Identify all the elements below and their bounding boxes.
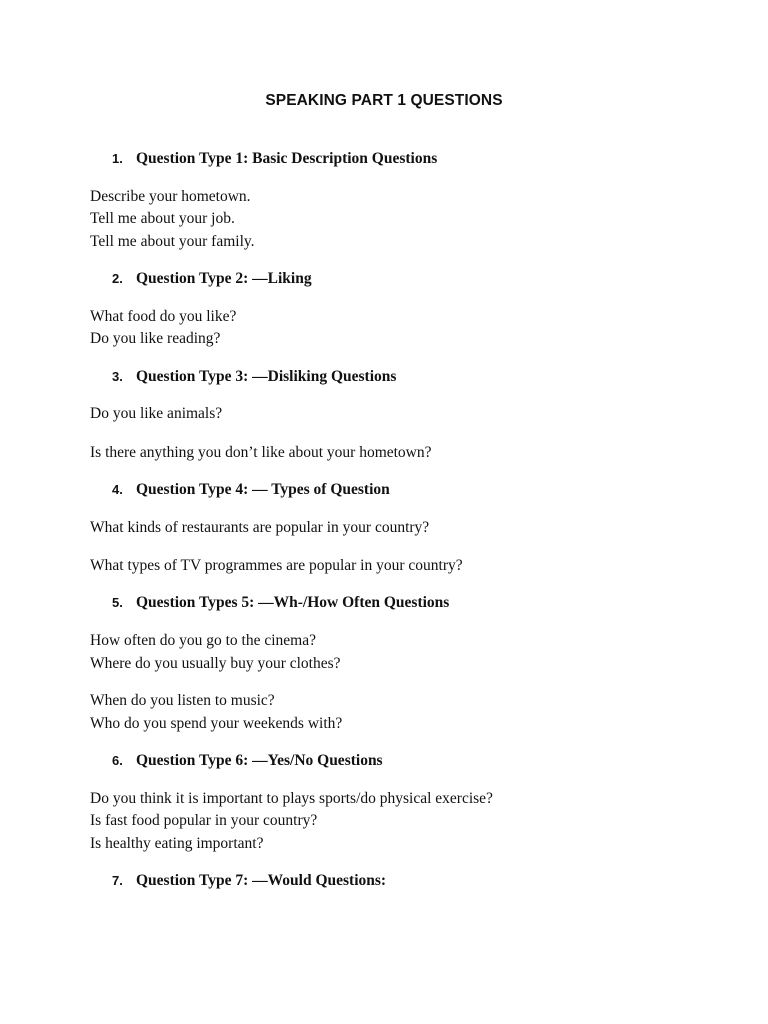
section-number: 2. [112, 271, 123, 286]
question-line: Do you like animals? [90, 405, 223, 422]
question-line: Do you think it is important to plays sports/do physical exercise? [90, 790, 493, 807]
section-heading-text: Question Type 3: —Disliking Questions [136, 368, 397, 385]
section-heading-2 [112, 270, 312, 288]
section-heading-text: Question Type 4: — Types of Question [136, 481, 390, 498]
section-heading-text: Question Type 6: —Yes/No Questions [136, 752, 383, 769]
section-heading-text: Question Types 5: —Wh-/How Often Questions [136, 594, 450, 611]
section-heading-1 [112, 150, 438, 168]
section-heading-4 [112, 481, 390, 499]
question-line: Do you like reading? [90, 330, 221, 347]
question-line: What types of TV programmes are popular in your country? [90, 557, 463, 574]
section-heading-text: Question Type 7: —Would Questions: [136, 872, 387, 889]
question-line: How often do you go to the cinema? [90, 632, 316, 649]
question-line: Describe your hometown. [90, 188, 251, 205]
section-heading-7 [112, 872, 387, 890]
question-line: Who do you spend your weekends with? [90, 715, 343, 732]
section-heading-3 [112, 368, 397, 386]
page-title: SPEAKING PART 1 QUESTIONS [265, 92, 503, 109]
question-line: What food do you like? [90, 308, 237, 325]
section-number: 4. [112, 482, 123, 497]
question-line: Is fast food popular in your country? [90, 812, 318, 829]
section-number: 3. [112, 369, 123, 384]
section-heading-text: Question Type 1: Basic Description Questions [136, 150, 438, 167]
question-line: Where do you usually buy your clothes? [90, 655, 341, 672]
section-number: 1. [112, 151, 123, 166]
section-number: 6. [112, 753, 123, 768]
question-line: Is there anything you don’t like about your hometown? [90, 444, 432, 461]
section-number: 5. [112, 595, 123, 610]
question-line: Tell me about your job. [90, 210, 235, 227]
question-line: Tell me about your family. [90, 233, 255, 250]
section-heading-5 [112, 594, 450, 612]
section-heading-text: Question Type 2: —Liking [136, 270, 312, 287]
section-number: 7. [112, 873, 123, 888]
section-heading-6 [112, 752, 383, 770]
question-line: Is healthy eating important? [90, 835, 264, 852]
question-line: When do you listen to music? [90, 692, 275, 709]
question-line: What kinds of restaurants are popular in your country? [90, 519, 430, 536]
